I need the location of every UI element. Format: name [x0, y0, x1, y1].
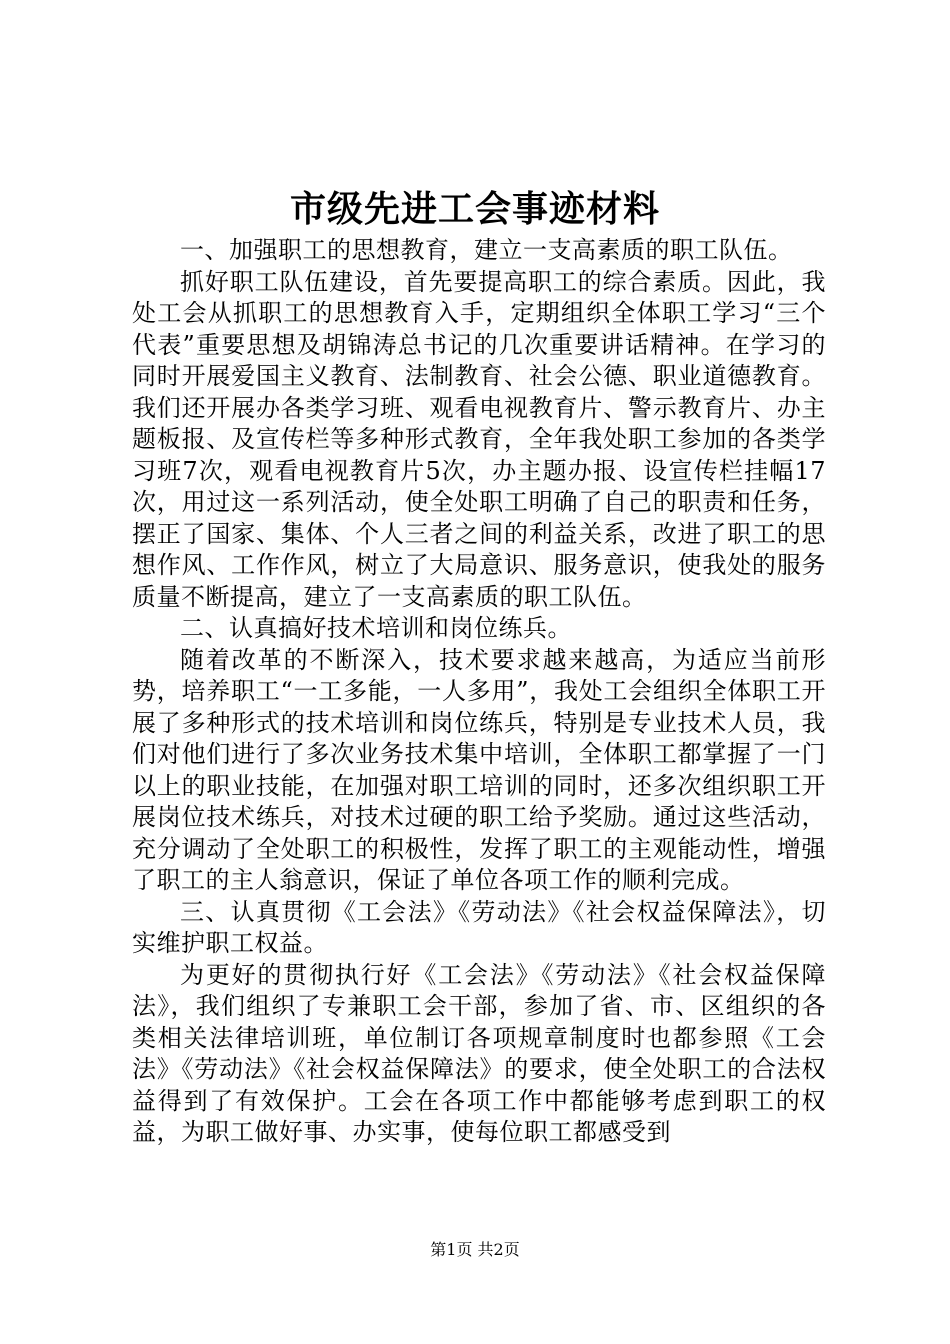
- paragraph-3: 为更好的贯彻执行好《工会法》《劳动法》《社会权益保障法》，我们组织了专兼职工会干部，参加了省、市、区组织的各类相关法律培训班，单位制订各项规章制度时也都参照《工会法》《劳动法》《社会权益保障法》的要求，使全处职工的合法权益得到了有效保护。工会在各项工作中都能够考虑到职工的权益，为职工做好事、办实事，使每位职工都感受到: [132, 960, 826, 1146]
- section-heading-1: 一、加强职工的思想教育，建立一支高素质的职工队伍。: [180, 236, 793, 264]
- section-heading-2: 二、认真搞好技术培训和岗位练兵。: [180, 614, 572, 642]
- document-title: 市级先进工会事迹材料: [289, 188, 660, 230]
- section-heading-3: 三、认真贯彻《工会法》《劳动法》《社会权益保障法》，切实维护职工权益。: [132, 897, 826, 957]
- page-footer: 第1页 共2页: [430, 1240, 520, 1259]
- paragraph-1: 抓好职工队伍建设，首先要提高职工的综合素质。因此，我处工会从抓职工的思想教育入手，定期组织全体职工学习“三个代表”重要思想及胡锦涛总书记的几次重要讲话精神。在学习的同时开展爱国主义教育、法制教育、社会公德、职业道德教育。我们还开展办各类学习班、观看电视教育片、警示教育片、办主题板报、及宣传栏等多种形式教育，全年我处职工参加的各类学习班7次，观看电视教育片5次，办主题办报、设宣传栏挂幅17次，用过这一系列活动，使全处职工明确了自己的职责和任务，摆正了国家、集体、个人三者之间的利益关系，改进了职工的思想作风、工作作风，树立了大局意识、服务意识，使我处的服务质量不断提高，建立了一支高素质的职工队伍。: [132, 267, 826, 611]
- document-body: [132, 235, 826, 1149]
- paragraph-2: 随着改革的不断深入，技术要求越来越高，为适应当前形势，培养职工“一工多能，一人多用”，我处工会组织全体职工开展了多种形式的技术培训和岗位练兵，特别是专业技术人员，我们对他们进行了多次业务技术集中培训，全体职工都掌握了一门以上的职业技能，在加强对职工培训的同时，还多次组织职工开展岗位技术练兵，对技术过硬的职工给予奖励。通过这些活动，充分调动了全处职工的积极性，发挥了职工的主观能动性，增强了职工的主人翁意识，保证了单位各项工作的顺利完成。: [132, 645, 826, 894]
